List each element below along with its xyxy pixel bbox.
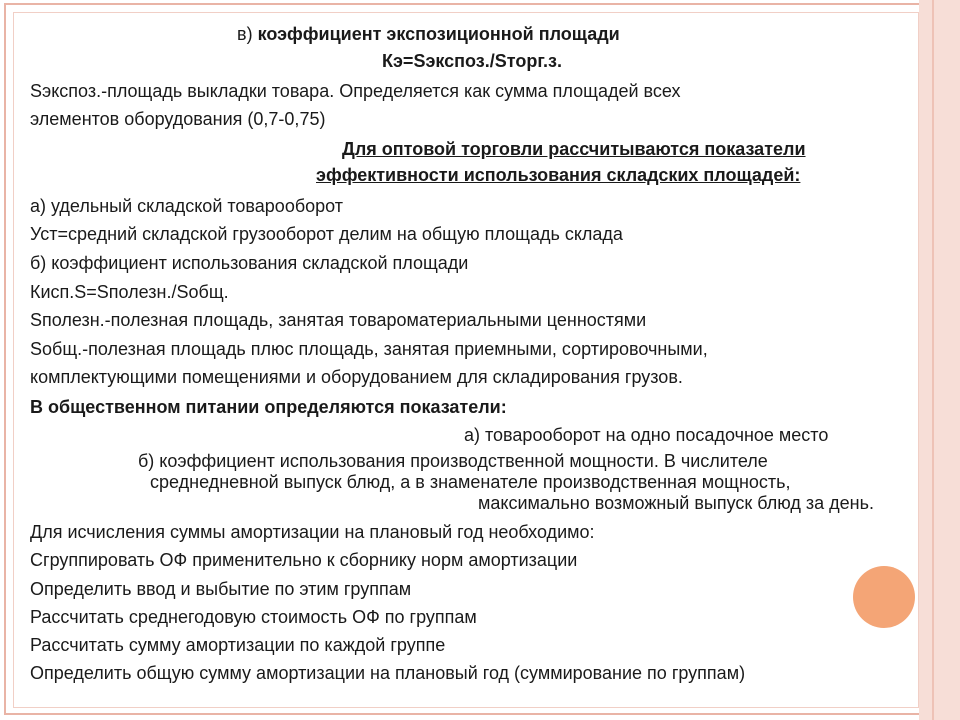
amortization-step-4: Рассчитать сумму амортизации по каждой группе [30, 635, 446, 655]
definition-sobsch-line2: комплектующими помещениями и оборудованием для складирования грузов. [30, 367, 683, 387]
definition-sobsch-line1: Sобщ.-полезная площадь плюс площадь, занятая приемными, сортировочными, [30, 339, 708, 359]
heading-coefficient-exposition: в) коэффициент экспозиционной площади [237, 24, 620, 44]
formula-ust: Уст=средний складской грузооборот делим на общую площадь склада [30, 224, 623, 244]
amortization-step-3: Рассчитать среднегодовую стоимость ОФ по группам [30, 607, 477, 627]
definition-sexpoz-line2: элементов оборудования (0,7-0,75) [30, 109, 326, 129]
formula-kisp: Кисп.S=Sполезн./Sобщ. [30, 282, 229, 302]
definition-sexpoz-line1: Sэкспоз.-площадь выкладки товара. Определяется как сумма площадей всех [30, 81, 681, 101]
catering-item-a: а) товарооборот на одно посадочное место [464, 425, 829, 445]
amortization-intro: Для исчисления суммы амортизации на плановый год необходимо: [30, 522, 595, 542]
catering-item-b-line2: среднедневной выпуск блюд, а в знаменателе производственная мощность, [150, 472, 791, 492]
formula-ke: Кэ=Sэкспоз./Sторг.з. [382, 51, 562, 71]
catering-item-b-line3: максимально возможный выпуск блюд за день. [478, 493, 874, 513]
item-b-coefficient: б) коэффициент использования складской площади [30, 253, 469, 273]
wholesale-heading-line2: эффективности использования складских площадей: [316, 165, 801, 185]
amortization-step-5: Определить общую сумму амортизации на плановый год (суммирование по группам) [30, 663, 746, 683]
wholesale-heading-line1: Для оптовой торговли рассчитываются показатели [342, 139, 806, 159]
item-a-turnover: а) удельный складской товарооборот [30, 196, 344, 216]
definition-spolezn: Sполезн.-полезная площадь, занятая товароматериальными ценностями [30, 310, 647, 330]
amortization-step-1: Сгруппировать ОФ применительно к сборнику норм амортизации [30, 550, 578, 570]
catering-item-b-line1: б) коэффициент использования производственной мощности. В числителе [138, 451, 768, 471]
catering-heading: В общественном питании определяются показатели: [30, 397, 507, 417]
amortization-step-2: Определить ввод и выбытие по этим группам [30, 579, 412, 599]
